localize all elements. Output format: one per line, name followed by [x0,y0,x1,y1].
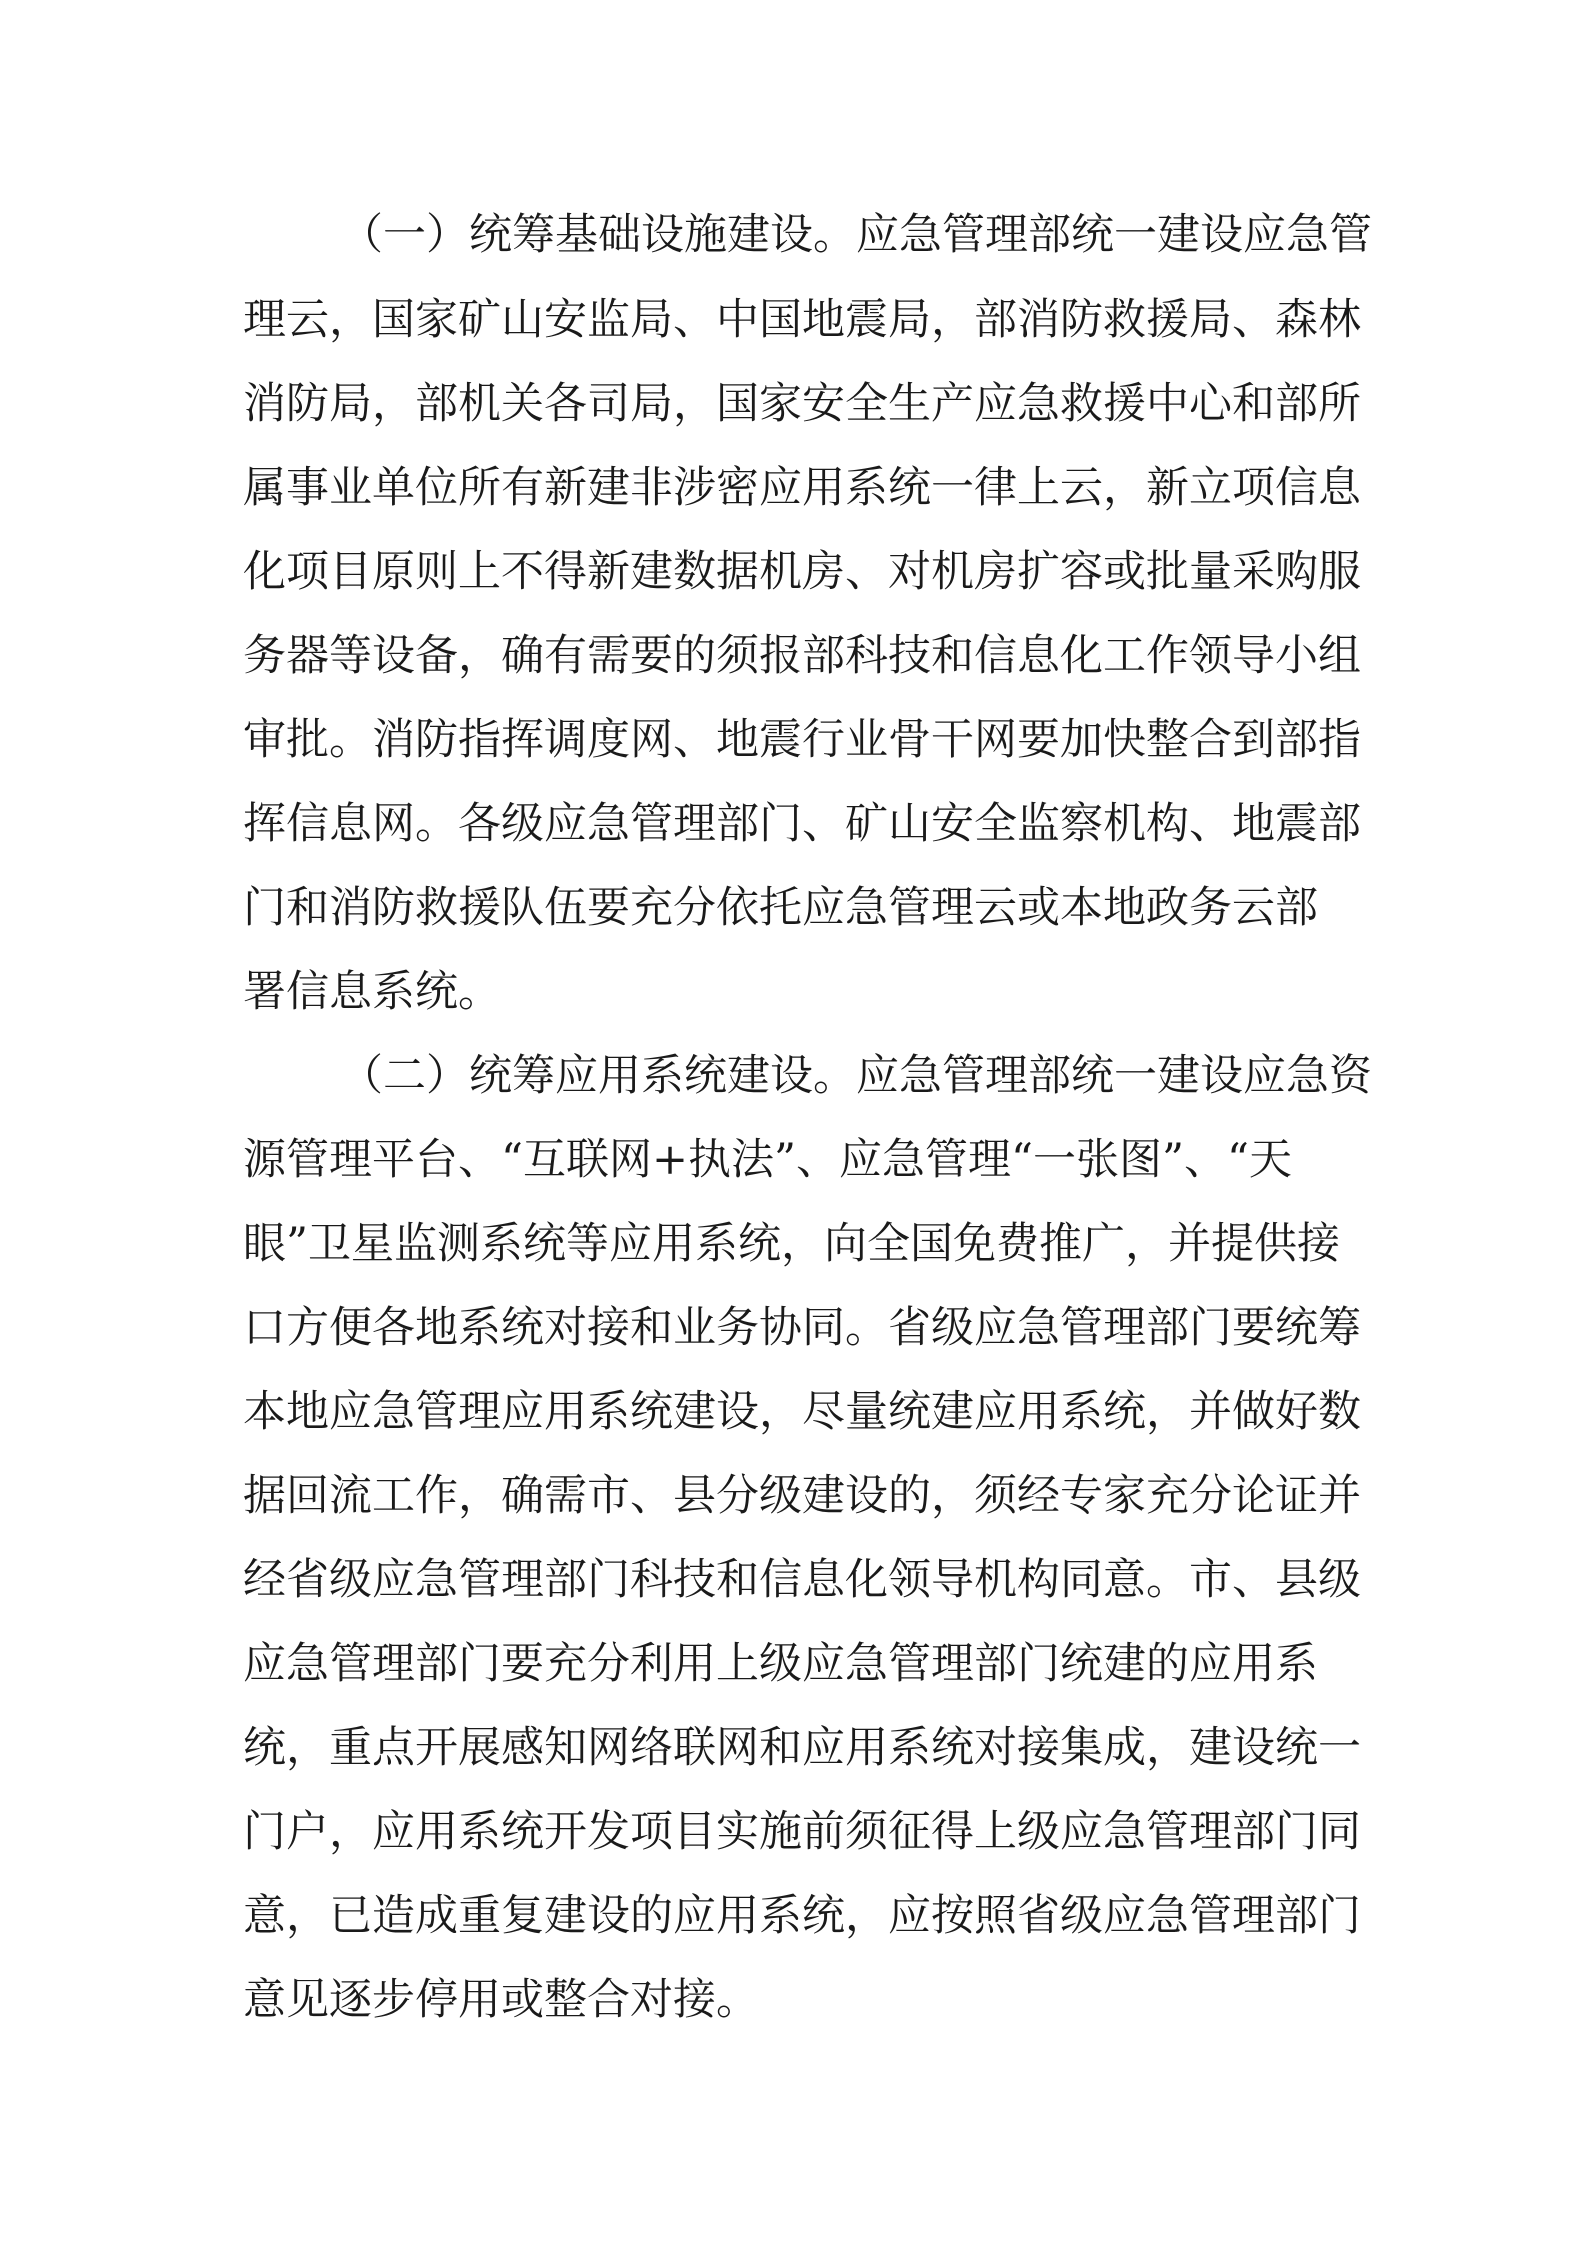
paragraph-line: 审批。消防指挥调度网、地震行业骨干网要加快整合到部指 [243,715,1361,765]
paragraph-line: 口方便各地系统对接和业务协同。省级应急管理部门要统筹 [243,1303,1361,1353]
paragraph-line: 属事业单位所有新建非涉密应用系统一律上云，新立项信息 [243,463,1361,513]
paragraph-line: 本地应急管理应用系统建设，尽量统建应用系统，并做好数 [243,1387,1361,1437]
paragraph-line: （一）统筹基础设施建设。应急管理部统一建设应急管 [340,210,1372,260]
paragraph-line: 应急管理部门要充分利用上级应急管理部门统建的应用系 [243,1639,1318,1689]
paragraph-line: 消防局，部机关各司局，国家安全生产应急救援中心和部所 [243,379,1361,429]
paragraph-line: 门和消防救援队伍要充分依托应急管理云或本地政务云部 [243,883,1318,933]
paragraph-line: 据回流工作，确需市、县分级建设的，须经专家充分论证并 [243,1471,1361,1521]
paragraph-line: 署信息系统。 [243,967,501,1017]
paragraph-line: 意见逐步停用或整合对接。 [243,1975,759,2025]
paragraph-line: 门户，应用系统开发项目实施前须征得上级应急管理部门同 [243,1807,1361,1857]
paragraph-line: （二）统筹应用系统建设。应急管理部统一建设应急资 [340,1051,1372,1101]
paragraph-line: 眼”卫星监测系统等应用系统，向全国免费推广，并提供接 [243,1219,1340,1269]
paragraph-line: 挥信息网。各级应急管理部门、矿山安全监察机构、地震部 [243,799,1361,849]
paragraph-line: 源管理平台、“互联网+执法”、应急管理“一张图”、“天 [243,1135,1292,1185]
paragraph-line: 理云，国家矿山安监局、中国地震局，部消防救援局、森林 [243,295,1361,345]
paragraph-line: 统，重点开展感知网络联网和应用系统对接集成，建设统一 [243,1723,1361,1773]
paragraph-line: 经省级应急管理部门科技和信息化领导机构同意。市、县级 [243,1555,1361,1605]
paragraph-line: 化项目原则上不得新建数据机房、对机房扩容或批量采购服 [243,547,1361,597]
paragraph-line: 务器等设备，确有需要的须报部科技和信息化工作领导小组 [243,631,1361,681]
paragraph-line: 意，已造成重复建设的应用系统，应按照省级应急管理部门 [243,1891,1361,1941]
